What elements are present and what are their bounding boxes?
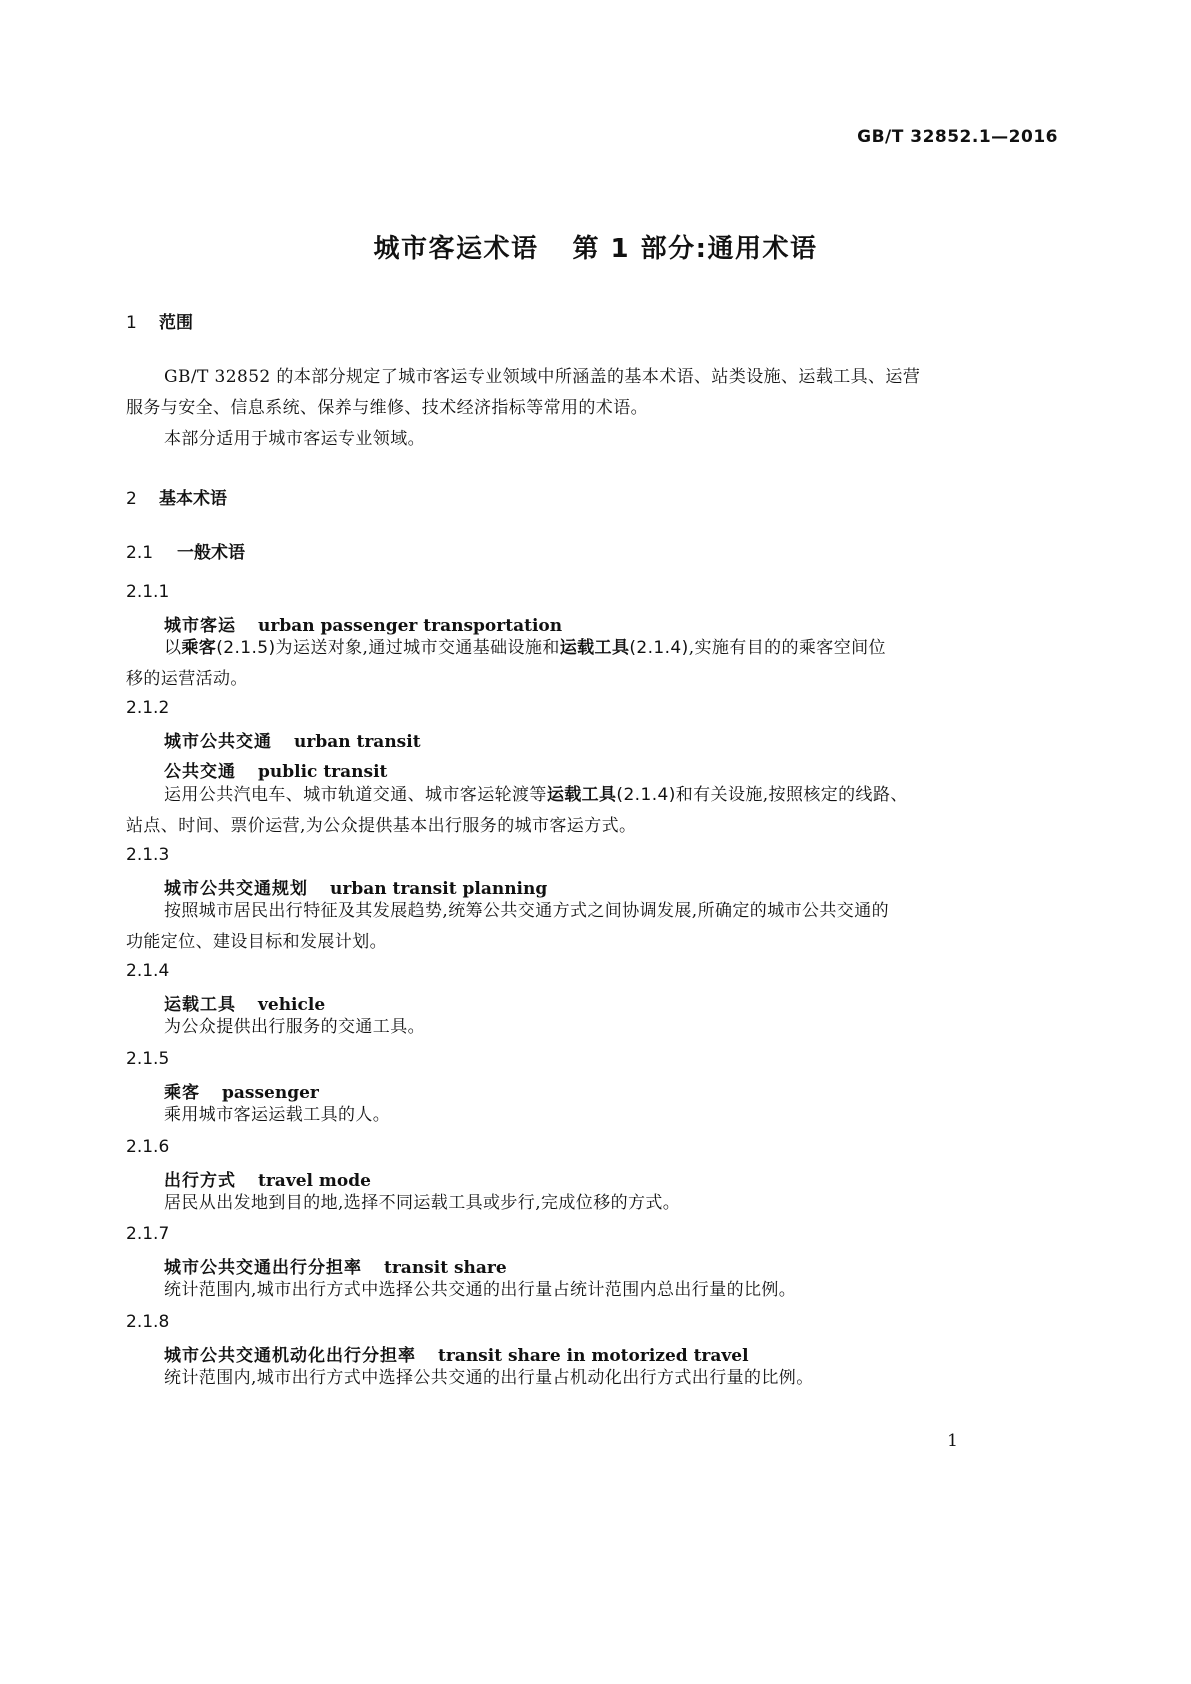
term-definition: 统计范围内,城市出行方式中选择公共交通的出行量占机动化出行方式出行量的比例。	[164, 1368, 814, 1388]
cross-reference-number: (2.1.4)	[629, 638, 689, 658]
term-definition: 为公众提供出行服务的交通工具。	[164, 1017, 425, 1037]
term-english: urban passenger transportation	[258, 616, 563, 636]
cross-reference-number: (2.1.4)	[616, 785, 676, 805]
clause-number: 2.1.3	[126, 845, 170, 865]
term-chinese: 乘客	[164, 1083, 200, 1103]
term-definition: 乘用城市客运运载工具的人。	[164, 1105, 391, 1125]
clause-number: 2.1.2	[126, 698, 170, 718]
section-heading-scope	[126, 308, 193, 333]
section-heading-basic-terms	[126, 484, 227, 509]
clause-number: 2.1.7	[126, 1224, 170, 1244]
term-chinese: 出行方式	[164, 1171, 236, 1191]
term-definition: 统计范围内,城市出行方式中选择公共交通的出行量占统计范围内总出行量的比例。	[164, 1280, 797, 1300]
term-english: urban transit	[294, 732, 421, 752]
clause-number: 2.1.6	[126, 1137, 170, 1157]
cross-reference-term: 运载工具	[546, 785, 617, 805]
term-definition: 按照城市居民出行特征及其发展趋势,统筹公共交通方式之间协调发展,所确定的城市公共交通的	[164, 901, 890, 921]
term-english: urban transit planning	[330, 879, 548, 899]
clause-number: 2.1.1	[126, 582, 170, 602]
section-title: 基本术语	[159, 489, 227, 509]
scope-paragraph-line: 服务与安全、信息系统、保养与维修、技术经济指标等常用的术语。	[126, 398, 648, 418]
subsection-title: 一般术语	[177, 543, 245, 563]
term-chinese: 城市公共交通出行分担率	[164, 1258, 362, 1278]
title-main: 城市客运术语	[373, 234, 539, 264]
definition-text: ,实施有目的的乘客空间位	[688, 638, 886, 658]
clause-number: 2.1.4	[126, 961, 170, 981]
scope-applicability: 本部分适用于城市客运专业领域。	[164, 429, 425, 449]
term-definition	[164, 633, 886, 664]
term-chinese: 城市公共交通	[164, 732, 272, 752]
term-definition: 居民从出发地到目的地,选择不同运载工具或步行,完成位移的方式。	[164, 1193, 681, 1213]
term-entry	[164, 727, 421, 752]
term-english: vehicle	[258, 995, 326, 1015]
standard-code: GB/T 32852.1—2016	[857, 127, 1058, 147]
term-synonym-entry	[164, 757, 387, 782]
section-number: 2	[126, 489, 137, 509]
term-english: travel mode	[258, 1171, 371, 1191]
clause-number: 2.1.5	[126, 1049, 170, 1069]
section-title: 范围	[159, 313, 193, 333]
definition-text: 以	[164, 638, 182, 658]
term-chinese: 城市公共交通机动化出行分担率	[164, 1346, 416, 1366]
term-english: transit share in motorized travel	[438, 1346, 749, 1366]
cross-reference-number: (2.1.5)	[216, 638, 276, 658]
term-definition-continued: 移的运营活动。	[126, 669, 248, 689]
cross-reference-term: 运载工具	[559, 638, 630, 658]
term-chinese: 运载工具	[164, 995, 236, 1015]
subsection-heading-general	[126, 538, 245, 563]
term-english: passenger	[222, 1083, 319, 1103]
subsection-number: 2.1	[126, 543, 154, 563]
term-english: transit share	[384, 1258, 507, 1278]
page-number: 1	[947, 1431, 958, 1451]
cross-reference-term: 乘客	[181, 638, 217, 658]
definition-text: 运用公共汽电车、城市轨道交通、城市客运轮渡等	[164, 785, 547, 805]
term-chinese: 公共交通	[164, 762, 236, 782]
definition-text: 和有关设施,按照核定的线路、	[675, 785, 908, 805]
term-definition-continued: 站点、时间、票价运营,为公众提供基本出行服务的城市客运方式。	[126, 816, 637, 836]
clause-number: 2.1.8	[126, 1312, 170, 1332]
title-part: 第 1 部分:通用术语	[572, 234, 818, 264]
document-title	[0, 228, 1191, 265]
definition-text: 为运送对象,通过城市交通基础设施和	[275, 638, 560, 658]
scope-paragraph-line: GB/T 32852 的本部分规定了城市客运专业领域中所涵盖的基本术语、站类设施、运载工具、运营	[164, 367, 921, 387]
term-chinese: 城市公共交通规划	[164, 879, 308, 899]
term-definition-continued: 功能定位、建设目标和发展计划。	[126, 932, 387, 952]
section-number: 1	[126, 313, 137, 333]
term-definition	[164, 780, 908, 811]
term-chinese: 城市客运	[164, 616, 236, 636]
term-english: public transit	[258, 762, 388, 782]
